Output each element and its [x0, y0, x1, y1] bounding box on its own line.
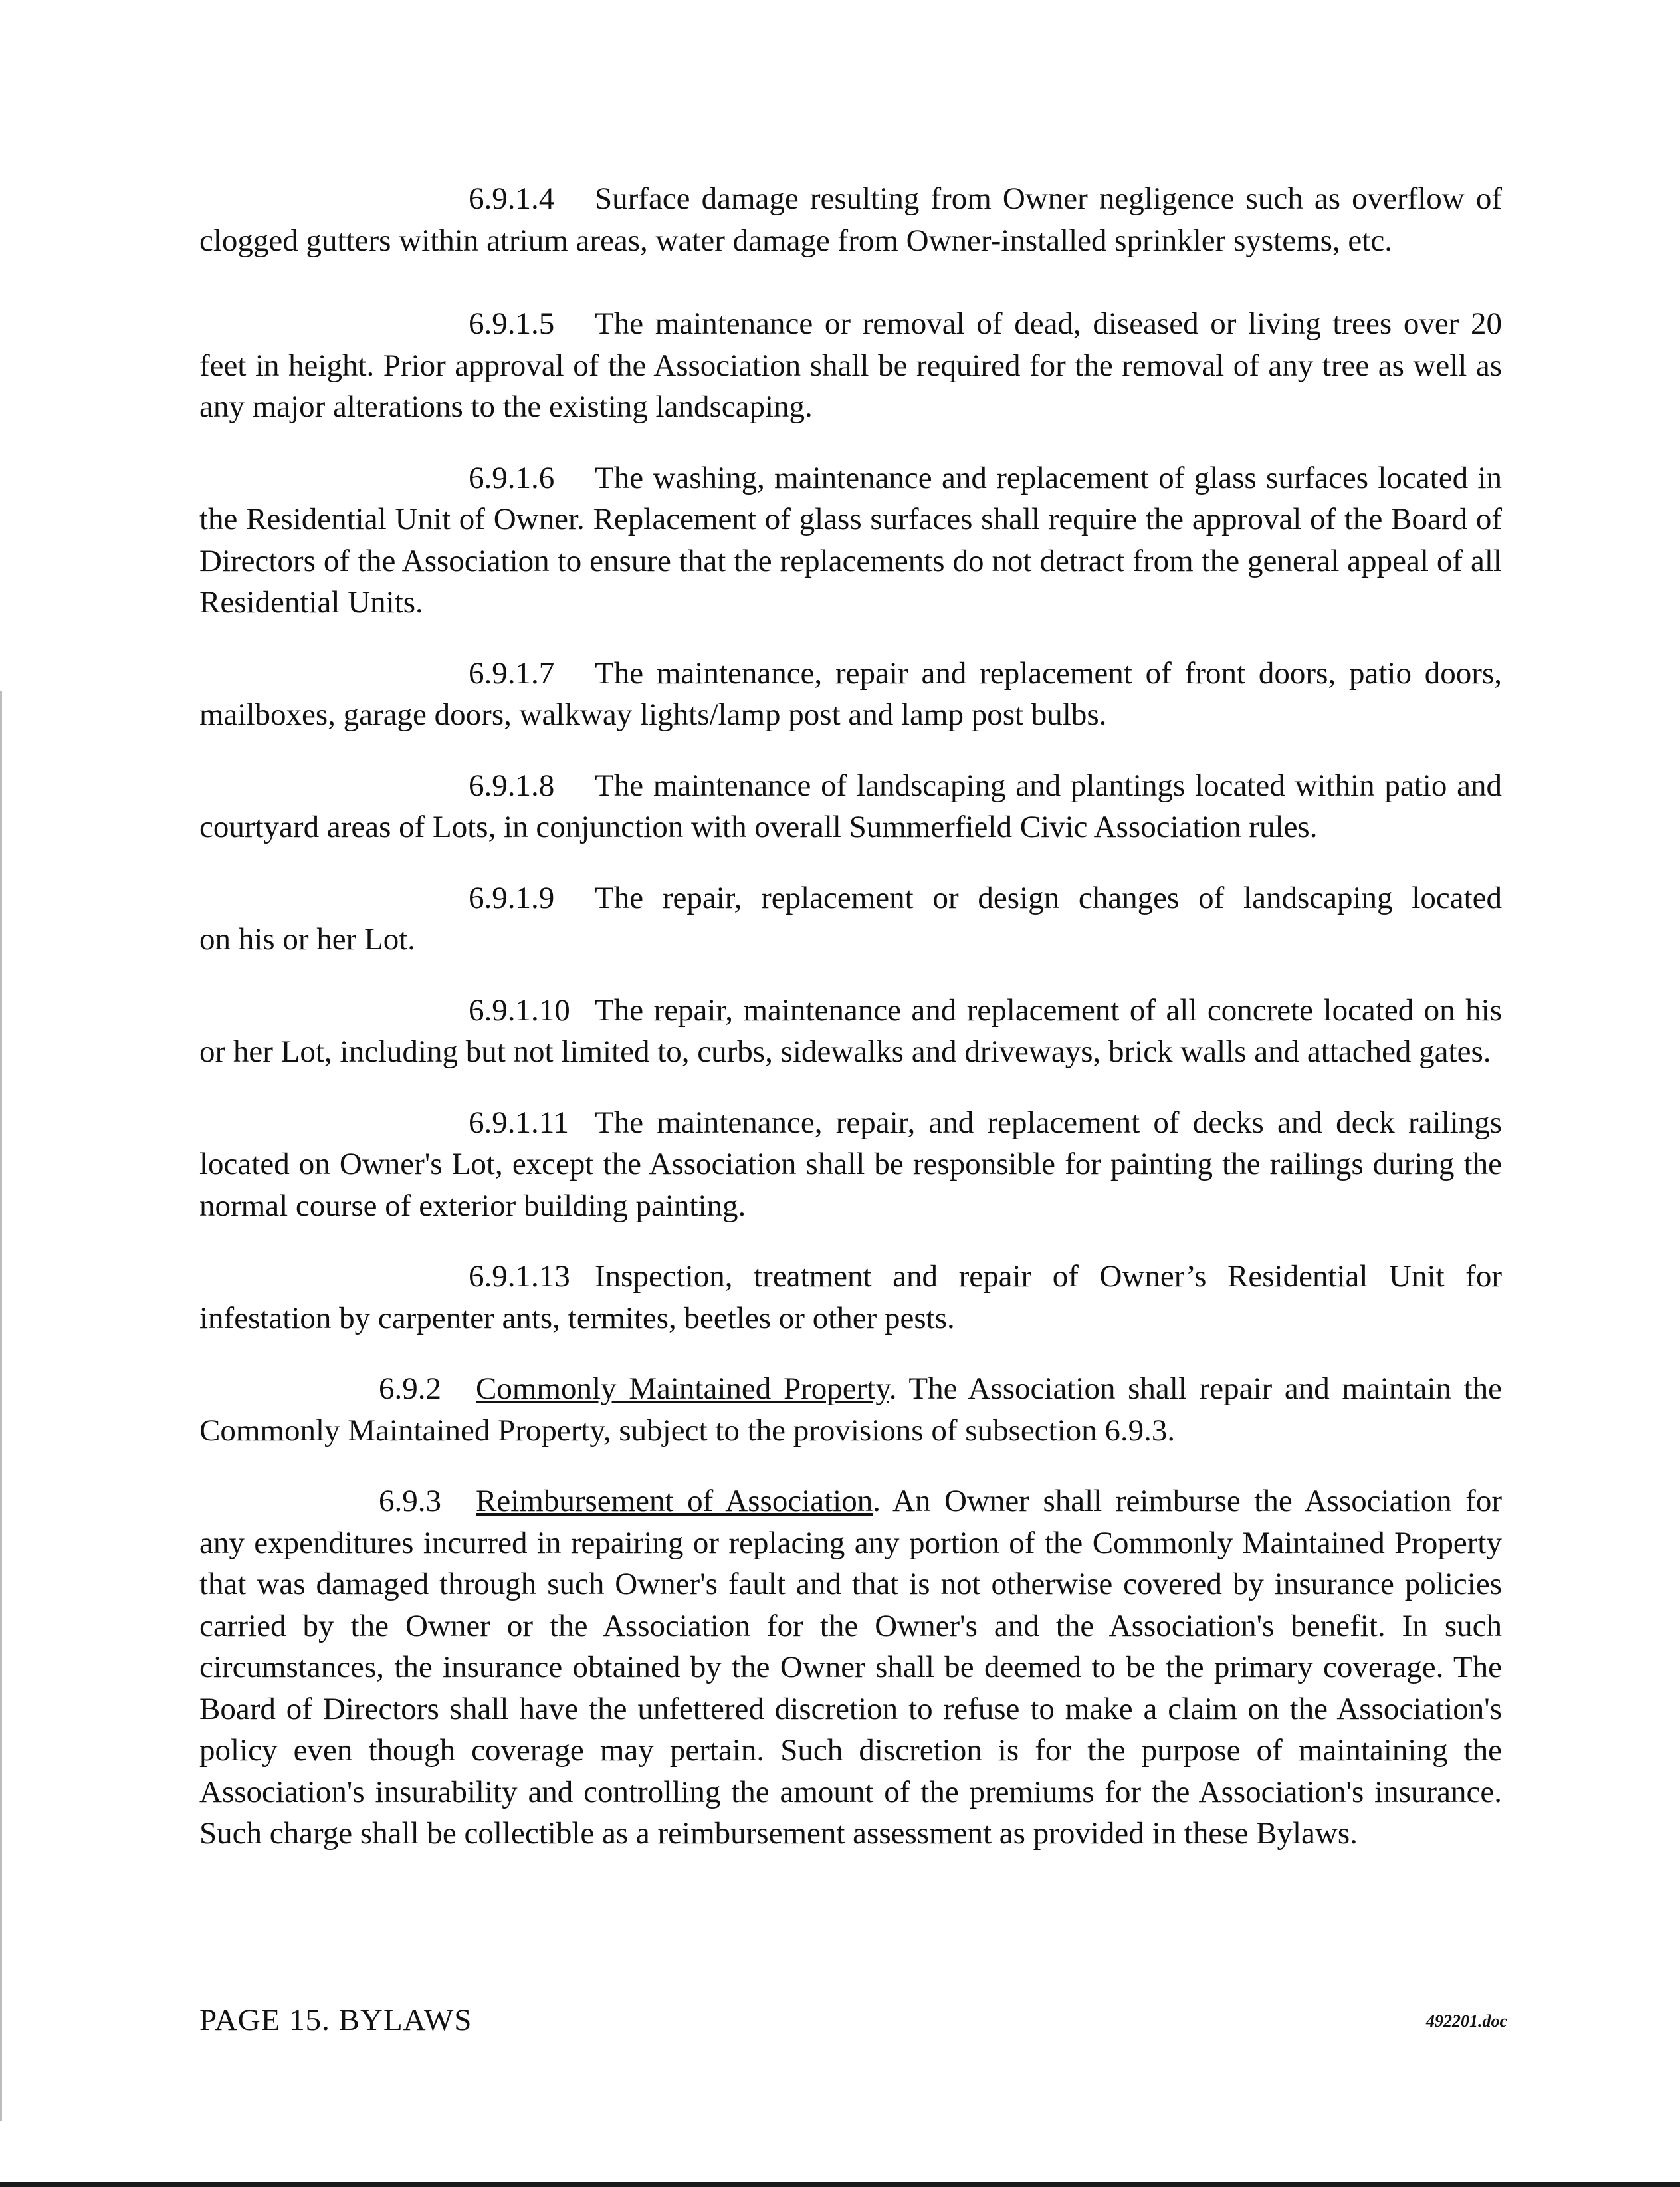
paragraph-number: 6.9.1.5	[469, 306, 555, 341]
paragraph-text: The maintenance, repair, and replacement of decks and deck railings located on Owner's Lot, except the Association shall be responsible for painting the railings during the normal course of exterior building painting.	[199, 1105, 1502, 1223]
paragraph-text-tail: on his or her Lot.	[199, 922, 416, 957]
section-6-9-2	[199, 1368, 1502, 1451]
paragraph-text: Surface damage resulting from Owner negligence such as overflow of clogged gutters within atrium areas, water damage from Owner-installed sprinkler systems, etc.	[199, 181, 1502, 258]
paragraph-6-9-1-4	[199, 178, 1502, 261]
scan-left-edge	[0, 691, 2, 2121]
paragraph-6-9-1-9	[199, 877, 1502, 919]
paragraph-6-9-1-11	[199, 1102, 1502, 1227]
paragraph-text: The maintenance of landscaping and plantings located within patio and courtyard areas of Lots, in conjunction with overall Summerfield Civic Association rules.	[199, 768, 1502, 844]
paragraph-6-9-1-8	[199, 765, 1502, 848]
page-footer-label: PAGE 15. BYLAWS	[199, 2003, 472, 2037]
document-id: 492201.doc	[1425, 2012, 1507, 2031]
paragraph-text: Inspection, treatment and repair of Owner’s Residential Unit for infestation by carpenter ants, termites, beetles or other pests.	[199, 1259, 1502, 1335]
scan-bottom-edge	[0, 2182, 1680, 2187]
paragraph-number: 6.9.1.6	[469, 460, 555, 495]
paragraph-6-9-1-5	[199, 303, 1502, 428]
paragraph-number: 6.9.1.7	[469, 655, 555, 691]
paragraph-number: 6.9.1.4	[469, 181, 555, 216]
paragraph-number: 6.9.1.13	[469, 1259, 570, 1294]
paragraph-6-9-1-7	[199, 653, 1502, 736]
paragraph-text: The repair, maintenance and replacement of all concrete located on his or her Lot, including but not limited to, curbs, sidewalks and driveways, brick walls and attached gates.	[199, 992, 1502, 1069]
section-text: . An Owner shall reimburse the Association for any expenditures incurred in repairing or replacing any portion of the Commonly Maintained Property that was damaged through such Owner's fault and that is not otherwise covered by insurance policies carried by the Owner or the Association for the Owner's and the Association's benefit. In such circumstances, the insurance obtained by the Owner shall be deemed to be the primary coverage. The Board of Directors shall have the unfettered discretion to refuse to make a claim on the Association's policy even though coverage may pertain. Such discretion is for the purpose of maintaining the Association's insurability and controlling the amount of the premiums for the Association's insurance. Such charge shall be collectible as a reimbursement assessment as provided in these Bylaws.	[199, 1484, 1502, 1851]
page-body	[199, 178, 1502, 1855]
paragraph-number: 6.9.1.10	[469, 992, 570, 1028]
section-number: 6.9.2	[379, 1371, 441, 1406]
section-number: 6.9.3	[379, 1484, 441, 1518]
section-6-9-3	[199, 1480, 1502, 1855]
paragraph-6-9-1-9-continued	[199, 919, 1502, 961]
paragraph-number: 6.9.1.8	[469, 768, 555, 803]
section-heading: Commonly Maintained Property	[476, 1371, 889, 1406]
paragraph-text: The repair, replacement or design changes of landscaping located	[595, 880, 1502, 915]
paragraph-text: The maintenance, repair and replacement of front doors, patio doors, mailboxes, garage doors, walkway lights/lamp post and lamp post bulbs.	[199, 655, 1502, 732]
paragraph-number: 6.9.1.11	[469, 1105, 570, 1140]
paragraph-6-9-1-13	[199, 1256, 1502, 1339]
paragraph-6-9-1-6	[199, 457, 1502, 624]
paragraph-6-9-1-10	[199, 990, 1502, 1073]
paragraph-text: The maintenance or removal of dead, diseased or living trees over 20 feet in height. Prior approval of the Association shall be required for the removal of any tree as well as any major alterations to the existing landscaping.	[199, 306, 1502, 424]
paragraph-number: 6.9.1.9	[469, 880, 555, 915]
section-heading: Reimbursement of Association	[476, 1484, 873, 1518]
section-text: . The Association shall repair and maintain the Commonly Maintained Property, subject to the provisions of subsection 6.9.3.	[199, 1371, 1502, 1448]
paragraph-text: The washing, maintenance and replacement of glass surfaces located in the Residential Unit of Owner. Replacement of glass surfaces shall require the approval of the Board of Directors of the Association to ensure that the replacements do not detract from the general appeal of all Residential Units.	[199, 460, 1502, 620]
